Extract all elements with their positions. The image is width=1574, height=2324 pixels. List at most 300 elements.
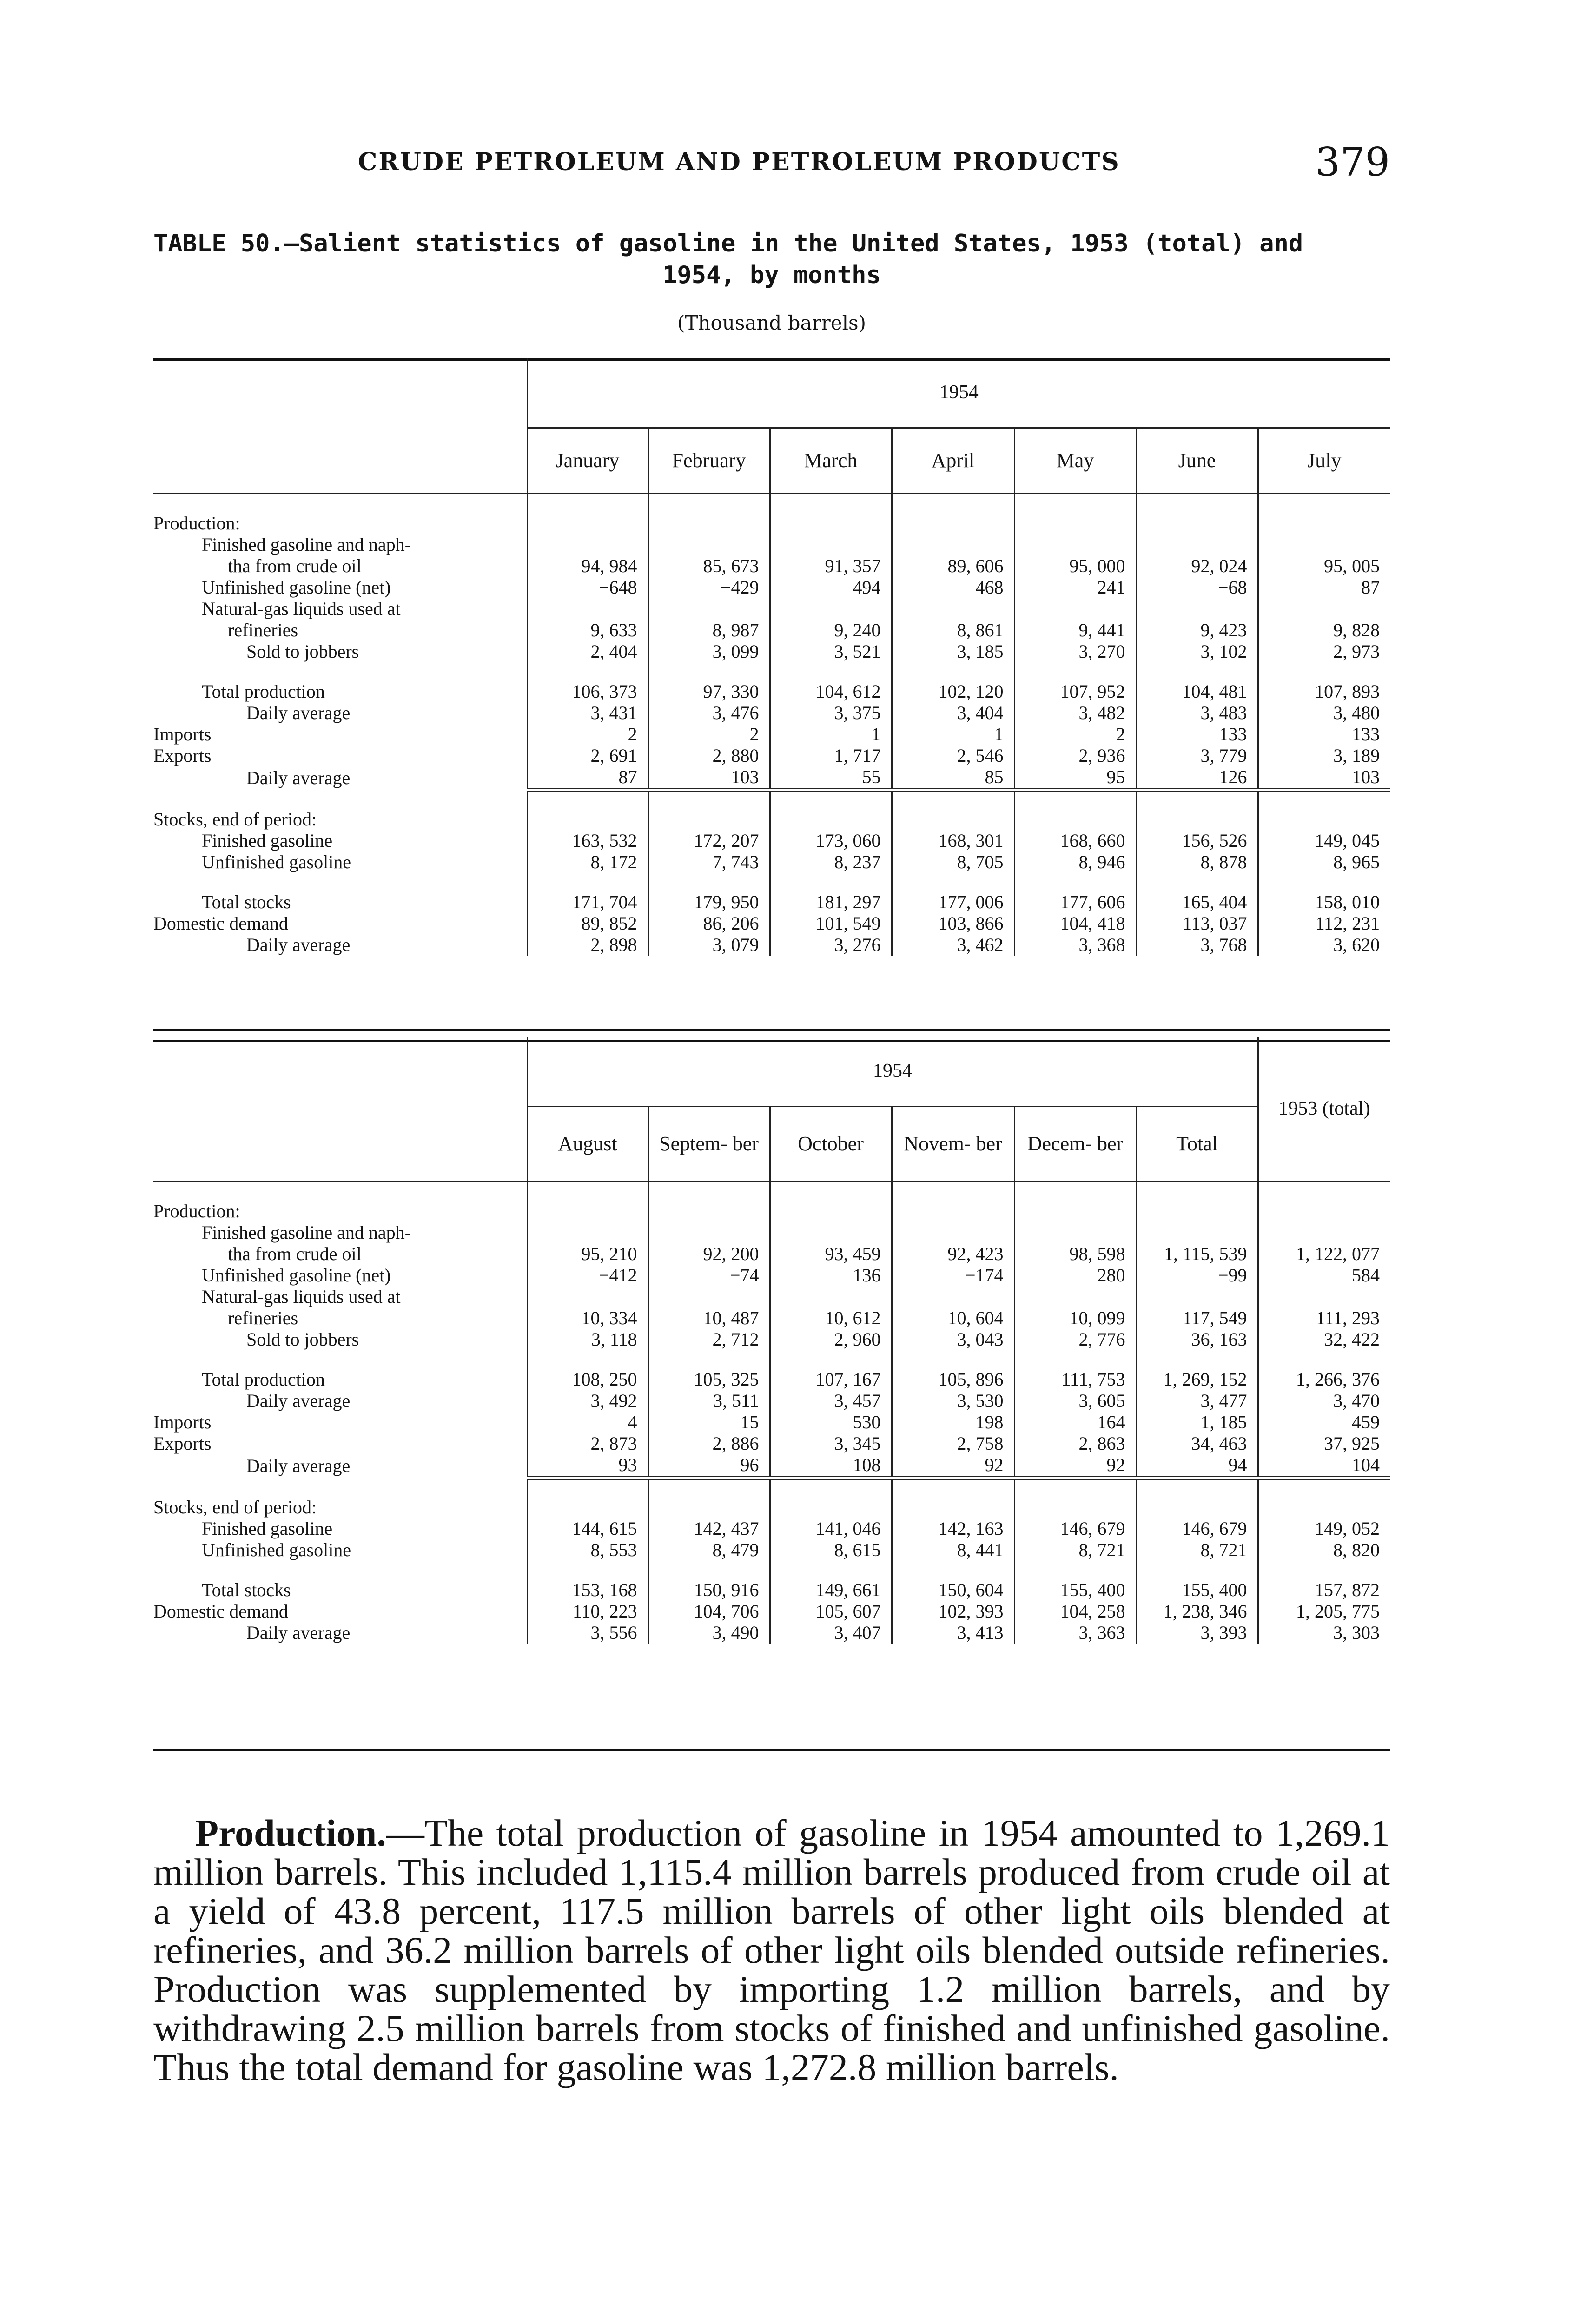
cell-value: 459 [1258, 1412, 1390, 1433]
row-label: Imports [153, 1412, 212, 1433]
row-label: Natural-gas liquids used at [202, 598, 401, 619]
cell-value: 3, 185 [892, 641, 1014, 662]
cell-value: 150, 916 [648, 1561, 770, 1601]
table-row [153, 1478, 1390, 1518]
cell-value: 530 [770, 1412, 892, 1433]
cell-value [770, 1222, 892, 1243]
cell-value: 2, 898 [527, 934, 648, 956]
table-row [153, 641, 1390, 662]
cell-value: 3, 303 [1258, 1622, 1390, 1644]
cell-value: 8, 965 [1258, 852, 1390, 873]
cell-value: 87 [1258, 577, 1390, 598]
table-row [153, 724, 1390, 745]
cell-value: 3, 511 [648, 1390, 770, 1412]
cell-value: 112, 231 [1258, 913, 1390, 934]
cell-value: 85, 673 [648, 555, 770, 577]
cell-value [770, 790, 892, 830]
cell-value [527, 1286, 648, 1307]
cell-value: 1 [770, 724, 892, 745]
cell-value: 15 [648, 1412, 770, 1433]
cell-value: 3, 620 [1258, 934, 1390, 956]
cell-value: 110, 223 [527, 1601, 648, 1622]
row-label: Total stocks [202, 891, 291, 912]
cell-value [1014, 1182, 1136, 1222]
cell-value: 2, 758 [892, 1433, 1014, 1454]
cell-value: 3, 482 [1014, 702, 1136, 724]
table-row [153, 577, 1390, 598]
cell-value [1258, 494, 1390, 535]
table-row [153, 1433, 1390, 1454]
cell-value: 1, 269, 152 [1136, 1350, 1258, 1390]
cell-value: 149, 052 [1258, 1518, 1390, 1539]
cell-value [1136, 790, 1258, 830]
cell-value [770, 598, 892, 620]
table-row [153, 830, 1390, 852]
row-label: Total stocks [202, 1579, 291, 1600]
cell-value: −174 [892, 1265, 1014, 1286]
row-label: Finished gasoline [202, 830, 333, 851]
cell-value: 97, 330 [648, 662, 770, 702]
row-label: Daily average [246, 1622, 351, 1643]
cell-value: 95, 000 [1014, 555, 1136, 577]
cell-value: 10, 334 [527, 1307, 648, 1329]
row-label: Stocks, end of period: [153, 1496, 317, 1518]
cell-value: 9, 633 [527, 620, 648, 641]
cell-value: 2, 873 [527, 1433, 648, 1454]
row-label: Daily average [246, 1455, 351, 1477]
stub-head-blank [153, 428, 527, 494]
cell-value: 32, 422 [1258, 1329, 1390, 1350]
table-row [153, 620, 1390, 641]
row-label: Exports [153, 1433, 212, 1454]
cell-value [770, 1478, 892, 1518]
cell-value: 104 [1258, 1454, 1390, 1478]
cell-value: 9, 441 [1014, 620, 1136, 641]
table-row [153, 598, 1390, 620]
cell-value: 149, 661 [770, 1561, 892, 1601]
cell-value: −68 [1136, 577, 1258, 598]
cell-value: 3, 276 [770, 934, 892, 956]
cell-value: 106, 373 [527, 662, 648, 702]
column-header: February [648, 428, 770, 494]
row-label: Finished gasoline [202, 1518, 333, 1539]
cell-value: 92 [892, 1454, 1014, 1478]
cell-value: 8, 441 [892, 1539, 1014, 1561]
table-row [153, 1454, 1390, 1478]
cell-value: 3, 477 [1136, 1390, 1258, 1412]
table-row [153, 745, 1390, 766]
cell-value: 177, 606 [1014, 873, 1136, 913]
table-row [153, 1265, 1390, 1286]
cell-value: 494 [770, 577, 892, 598]
running-title: CRUDE PETROLEUM AND PETROLEUM PRODUCTS [358, 148, 1120, 176]
cell-value: 4 [527, 1412, 648, 1433]
cell-value [1014, 1222, 1136, 1243]
cell-value: 142, 163 [892, 1518, 1014, 1539]
table-row [153, 790, 1390, 830]
cell-value: 111, 753 [1014, 1350, 1136, 1390]
table-row [153, 494, 1390, 535]
cell-value: 2, 863 [1014, 1433, 1136, 1454]
cell-value: 8, 553 [527, 1539, 648, 1561]
cell-value: 95, 005 [1258, 555, 1390, 577]
column-header: Decem- ber [1014, 1106, 1136, 1182]
cell-value [648, 1222, 770, 1243]
cell-value [527, 790, 648, 830]
cell-value: 3, 189 [1258, 745, 1390, 766]
cell-value: 113, 037 [1136, 913, 1258, 934]
cell-value: 93, 459 [770, 1243, 892, 1265]
row-label: Daily average [246, 1390, 351, 1411]
cell-value: 156, 526 [1136, 830, 1258, 852]
row-label: tha from crude oil [228, 555, 362, 576]
table-part-2 [153, 1037, 1390, 1644]
cell-value: 172, 207 [648, 830, 770, 852]
production-paragraph [153, 1814, 1390, 2087]
cell-value: 2, 880 [648, 745, 770, 766]
cell-value [1014, 790, 1136, 830]
cell-value: −429 [648, 577, 770, 598]
cell-value: 2 [1014, 724, 1136, 745]
cell-value: 87 [527, 766, 648, 790]
cell-value: −412 [527, 1265, 648, 1286]
cell-value: 181, 297 [770, 873, 892, 913]
cell-value: −74 [648, 1265, 770, 1286]
cell-value: 8, 615 [770, 1539, 892, 1561]
column-header: October [770, 1106, 892, 1182]
cell-value: 1, 717 [770, 745, 892, 766]
year-header: 1954 [527, 358, 1390, 428]
cell-value: 141, 046 [770, 1518, 892, 1539]
cell-value [1258, 1222, 1390, 1243]
cell-value: 3, 270 [1014, 641, 1136, 662]
row-label: Sold to jobbers [246, 1329, 359, 1350]
cell-value: 2, 973 [1258, 641, 1390, 662]
cell-value [770, 1182, 892, 1222]
cell-value: 584 [1258, 1265, 1390, 1286]
cell-value: 157, 872 [1258, 1561, 1390, 1601]
cell-value: 94, 984 [527, 555, 648, 577]
cell-value: 1, 266, 376 [1258, 1350, 1390, 1390]
cell-value [770, 494, 892, 535]
cell-value: 104, 481 [1136, 662, 1258, 702]
table-row [153, 1350, 1390, 1390]
cell-value: 2 [527, 724, 648, 745]
cell-value: 10, 612 [770, 1307, 892, 1329]
cell-value: 1, 185 [1136, 1412, 1258, 1433]
table-row [153, 1539, 1390, 1561]
cell-value: 36, 163 [1136, 1329, 1258, 1350]
row-label: Imports [153, 724, 212, 745]
cell-value: 102, 393 [892, 1601, 1014, 1622]
row-label: tha from crude oil [228, 1243, 362, 1264]
cell-value: 92, 423 [892, 1243, 1014, 1265]
cell-value: 150, 604 [892, 1561, 1014, 1601]
cell-value: 89, 606 [892, 555, 1014, 577]
cell-value: 2, 691 [527, 745, 648, 766]
cell-value: 94 [1136, 1454, 1258, 1478]
cell-value: 3, 779 [1136, 745, 1258, 766]
cell-value: 96 [648, 1454, 770, 1478]
cell-value: 111, 293 [1258, 1307, 1390, 1329]
table-row [153, 913, 1390, 934]
cell-value: 8, 721 [1136, 1539, 1258, 1561]
cell-value [892, 1182, 1014, 1222]
cell-value: 2, 886 [648, 1433, 770, 1454]
cell-value: 8, 479 [648, 1539, 770, 1561]
row-label: Unfinished gasoline (net) [202, 577, 391, 598]
column-header: March [770, 428, 892, 494]
cell-value: 3, 462 [892, 934, 1014, 956]
cell-value: 1 [892, 724, 1014, 745]
table-title-line-2: 1954, by months [662, 261, 881, 289]
cell-value: 107, 167 [770, 1350, 892, 1390]
cell-value: 241 [1014, 577, 1136, 598]
table-row [153, 702, 1390, 724]
row-label: Natural-gas liquids used at [202, 1286, 401, 1307]
stub-head [153, 1037, 527, 1106]
cell-value: 8, 946 [1014, 852, 1136, 873]
cell-value: 163, 532 [527, 830, 648, 852]
cell-value: 101, 549 [770, 913, 892, 934]
column-header: Total [1136, 1106, 1258, 1182]
cell-value: 3, 368 [1014, 934, 1136, 956]
cell-value [892, 1478, 1014, 1518]
table-row [153, 852, 1390, 873]
row-label: Production: [153, 1201, 240, 1221]
cell-value: 95, 210 [527, 1243, 648, 1265]
column-header: May [1014, 428, 1136, 494]
table-row [153, 1222, 1390, 1243]
cell-value: 3, 404 [892, 702, 1014, 724]
cell-value: 10, 099 [1014, 1307, 1136, 1329]
row-label: Total production [202, 1369, 325, 1390]
cell-value: 3, 413 [892, 1622, 1014, 1644]
cell-value: 3, 521 [770, 641, 892, 662]
cell-value [892, 790, 1014, 830]
cell-value: 158, 010 [1258, 873, 1390, 913]
cell-value: 8, 820 [1258, 1539, 1390, 1561]
cell-value: 86, 206 [648, 913, 770, 934]
cell-value [1014, 1478, 1136, 1518]
cell-value [1014, 1286, 1136, 1307]
cell-value: 3, 457 [770, 1390, 892, 1412]
cell-value: 104, 706 [648, 1601, 770, 1622]
cell-value: 117, 549 [1136, 1307, 1258, 1329]
cell-value: 3, 483 [1136, 702, 1258, 724]
cell-value [527, 598, 648, 620]
table-row [153, 873, 1390, 913]
cell-value: 102, 120 [892, 662, 1014, 702]
cell-value: 3, 043 [892, 1329, 1014, 1350]
row-label: Domestic demand [153, 1600, 288, 1622]
table-row [153, 1390, 1390, 1412]
cell-value: 91, 357 [770, 555, 892, 577]
row-label: refineries [228, 620, 298, 640]
column-header: July [1258, 428, 1390, 494]
table-row [153, 1286, 1390, 1307]
total-1953-header: 1953 (total) [1258, 1037, 1390, 1182]
table-row [153, 1601, 1390, 1622]
cell-value [1136, 1478, 1258, 1518]
table-row [153, 934, 1390, 956]
cell-value: 3, 492 [527, 1390, 648, 1412]
cell-value: 105, 607 [770, 1601, 892, 1622]
row-label: Domestic demand [153, 912, 288, 934]
cell-value: 133 [1136, 724, 1258, 745]
cell-value: 146, 679 [1136, 1518, 1258, 1539]
column-header: June [1136, 428, 1258, 494]
cell-value: 103, 866 [892, 913, 1014, 934]
table-row [153, 662, 1390, 702]
cell-value: 149, 045 [1258, 830, 1390, 852]
cell-value: 8, 861 [892, 620, 1014, 641]
cell-value [892, 534, 1014, 555]
cell-value: 8, 721 [1014, 1539, 1136, 1561]
cell-value: 104, 612 [770, 662, 892, 702]
cell-value: 168, 301 [892, 830, 1014, 852]
cell-value: 3, 470 [1258, 1390, 1390, 1412]
cell-value: 3, 375 [770, 702, 892, 724]
row-label: Unfinished gasoline [202, 851, 351, 872]
table-row [153, 1329, 1390, 1350]
cell-value: 2, 960 [770, 1329, 892, 1350]
cell-value: 153, 168 [527, 1561, 648, 1601]
cell-value: 103 [1258, 766, 1390, 790]
cell-value [527, 534, 648, 555]
cell-value [648, 1478, 770, 1518]
cell-value: 3, 099 [648, 641, 770, 662]
cell-value: 104, 258 [1014, 1601, 1136, 1622]
year-header: 1954 [527, 1037, 1258, 1106]
cell-value: 3, 480 [1258, 702, 1390, 724]
cell-value: −648 [527, 577, 648, 598]
cell-value: −99 [1136, 1265, 1258, 1286]
cell-value: 155, 400 [1014, 1561, 1136, 1601]
table-bottom-rule [153, 1749, 1390, 1751]
page-number: 379 [1315, 139, 1390, 185]
cell-value [892, 598, 1014, 620]
stub-head-blank [153, 1106, 527, 1182]
cell-value [892, 1286, 1014, 1307]
cell-value [1014, 598, 1136, 620]
cell-value [1258, 1478, 1390, 1518]
cell-value [648, 494, 770, 535]
row-label: Total production [202, 681, 325, 702]
cell-value: 7, 743 [648, 852, 770, 873]
cell-value: 3, 393 [1136, 1622, 1258, 1644]
table-title [153, 228, 1390, 291]
cell-value: 142, 437 [648, 1518, 770, 1539]
cell-value: 3, 118 [527, 1329, 648, 1350]
table-title-line-1: TABLE 50.—Salient statistics of gasoline in the United States, 1953 (total) and [153, 230, 1303, 257]
cell-value [648, 1286, 770, 1307]
cell-value: 3, 530 [892, 1390, 1014, 1412]
row-label: Daily average [246, 934, 351, 955]
table-row [153, 1243, 1390, 1265]
row-label: Sold to jobbers [246, 641, 359, 662]
cell-value: 9, 240 [770, 620, 892, 641]
row-label: Unfinished gasoline (net) [202, 1265, 391, 1286]
cell-value: 133 [1258, 724, 1390, 745]
row-label: Unfinished gasoline [202, 1539, 351, 1560]
column-header: April [892, 428, 1014, 494]
cell-value: 92 [1014, 1454, 1136, 1478]
column-header: August [527, 1106, 648, 1182]
column-header: Novem- ber [892, 1106, 1014, 1182]
cell-value [1258, 1286, 1390, 1307]
cell-value: 92, 024 [1136, 555, 1258, 577]
row-label: Stocks, end of period: [153, 808, 317, 830]
row-label: Finished gasoline and naph- [202, 534, 411, 555]
cell-value [527, 494, 648, 535]
cell-value [1014, 534, 1136, 555]
cell-value: 1, 205, 775 [1258, 1601, 1390, 1622]
cell-value: 136 [770, 1265, 892, 1286]
cell-value: 8, 878 [1136, 852, 1258, 873]
cell-value: 89, 852 [527, 913, 648, 934]
cell-value: 34, 463 [1136, 1433, 1258, 1454]
cell-value: 173, 060 [770, 830, 892, 852]
column-header: Septem- ber [648, 1106, 770, 1182]
cell-value [1136, 1286, 1258, 1307]
cell-value: 280 [1014, 1265, 1136, 1286]
cell-value: 164 [1014, 1412, 1136, 1433]
cell-value [1014, 494, 1136, 535]
cell-value: 3, 768 [1136, 934, 1258, 956]
cell-value: 3, 079 [648, 934, 770, 956]
table-row [153, 1182, 1390, 1222]
cell-value [648, 598, 770, 620]
cell-value [770, 1286, 892, 1307]
cell-value [648, 790, 770, 830]
table-part-1 [153, 358, 1390, 956]
cell-value: 3, 490 [648, 1622, 770, 1644]
cell-value: 468 [892, 577, 1014, 598]
cell-value [1258, 790, 1390, 830]
cell-value: 155, 400 [1136, 1561, 1258, 1601]
cell-value: 107, 952 [1014, 662, 1136, 702]
paragraph-lead: Production. [195, 1812, 386, 1854]
cell-value [1136, 598, 1258, 620]
cell-value: 105, 896 [892, 1350, 1014, 1390]
cell-value [892, 494, 1014, 535]
cell-value: 2, 404 [527, 641, 648, 662]
row-label: Daily average [246, 767, 351, 789]
cell-value [770, 534, 892, 555]
cell-value: 3, 431 [527, 702, 648, 724]
cell-value [527, 1222, 648, 1243]
cell-value: 3, 407 [770, 1622, 892, 1644]
cell-value: 3, 556 [527, 1622, 648, 1644]
cell-value [648, 1182, 770, 1222]
cell-value: 3, 605 [1014, 1390, 1136, 1412]
row-label: Finished gasoline and naph- [202, 1222, 411, 1243]
cell-value: 107, 893 [1258, 662, 1390, 702]
cell-value: 2, 936 [1014, 745, 1136, 766]
cell-value: 9, 423 [1136, 620, 1258, 641]
cell-value: 146, 679 [1014, 1518, 1136, 1539]
table-row [153, 1518, 1390, 1539]
table-units: (Thousand barrels) [677, 311, 866, 334]
table-row [153, 1561, 1390, 1601]
cell-value [1258, 1182, 1390, 1222]
cell-value: 126 [1136, 766, 1258, 790]
cell-value: 108 [770, 1454, 892, 1478]
cell-value: 105, 325 [648, 1350, 770, 1390]
running-head [153, 139, 1390, 191]
cell-value [1136, 534, 1258, 555]
